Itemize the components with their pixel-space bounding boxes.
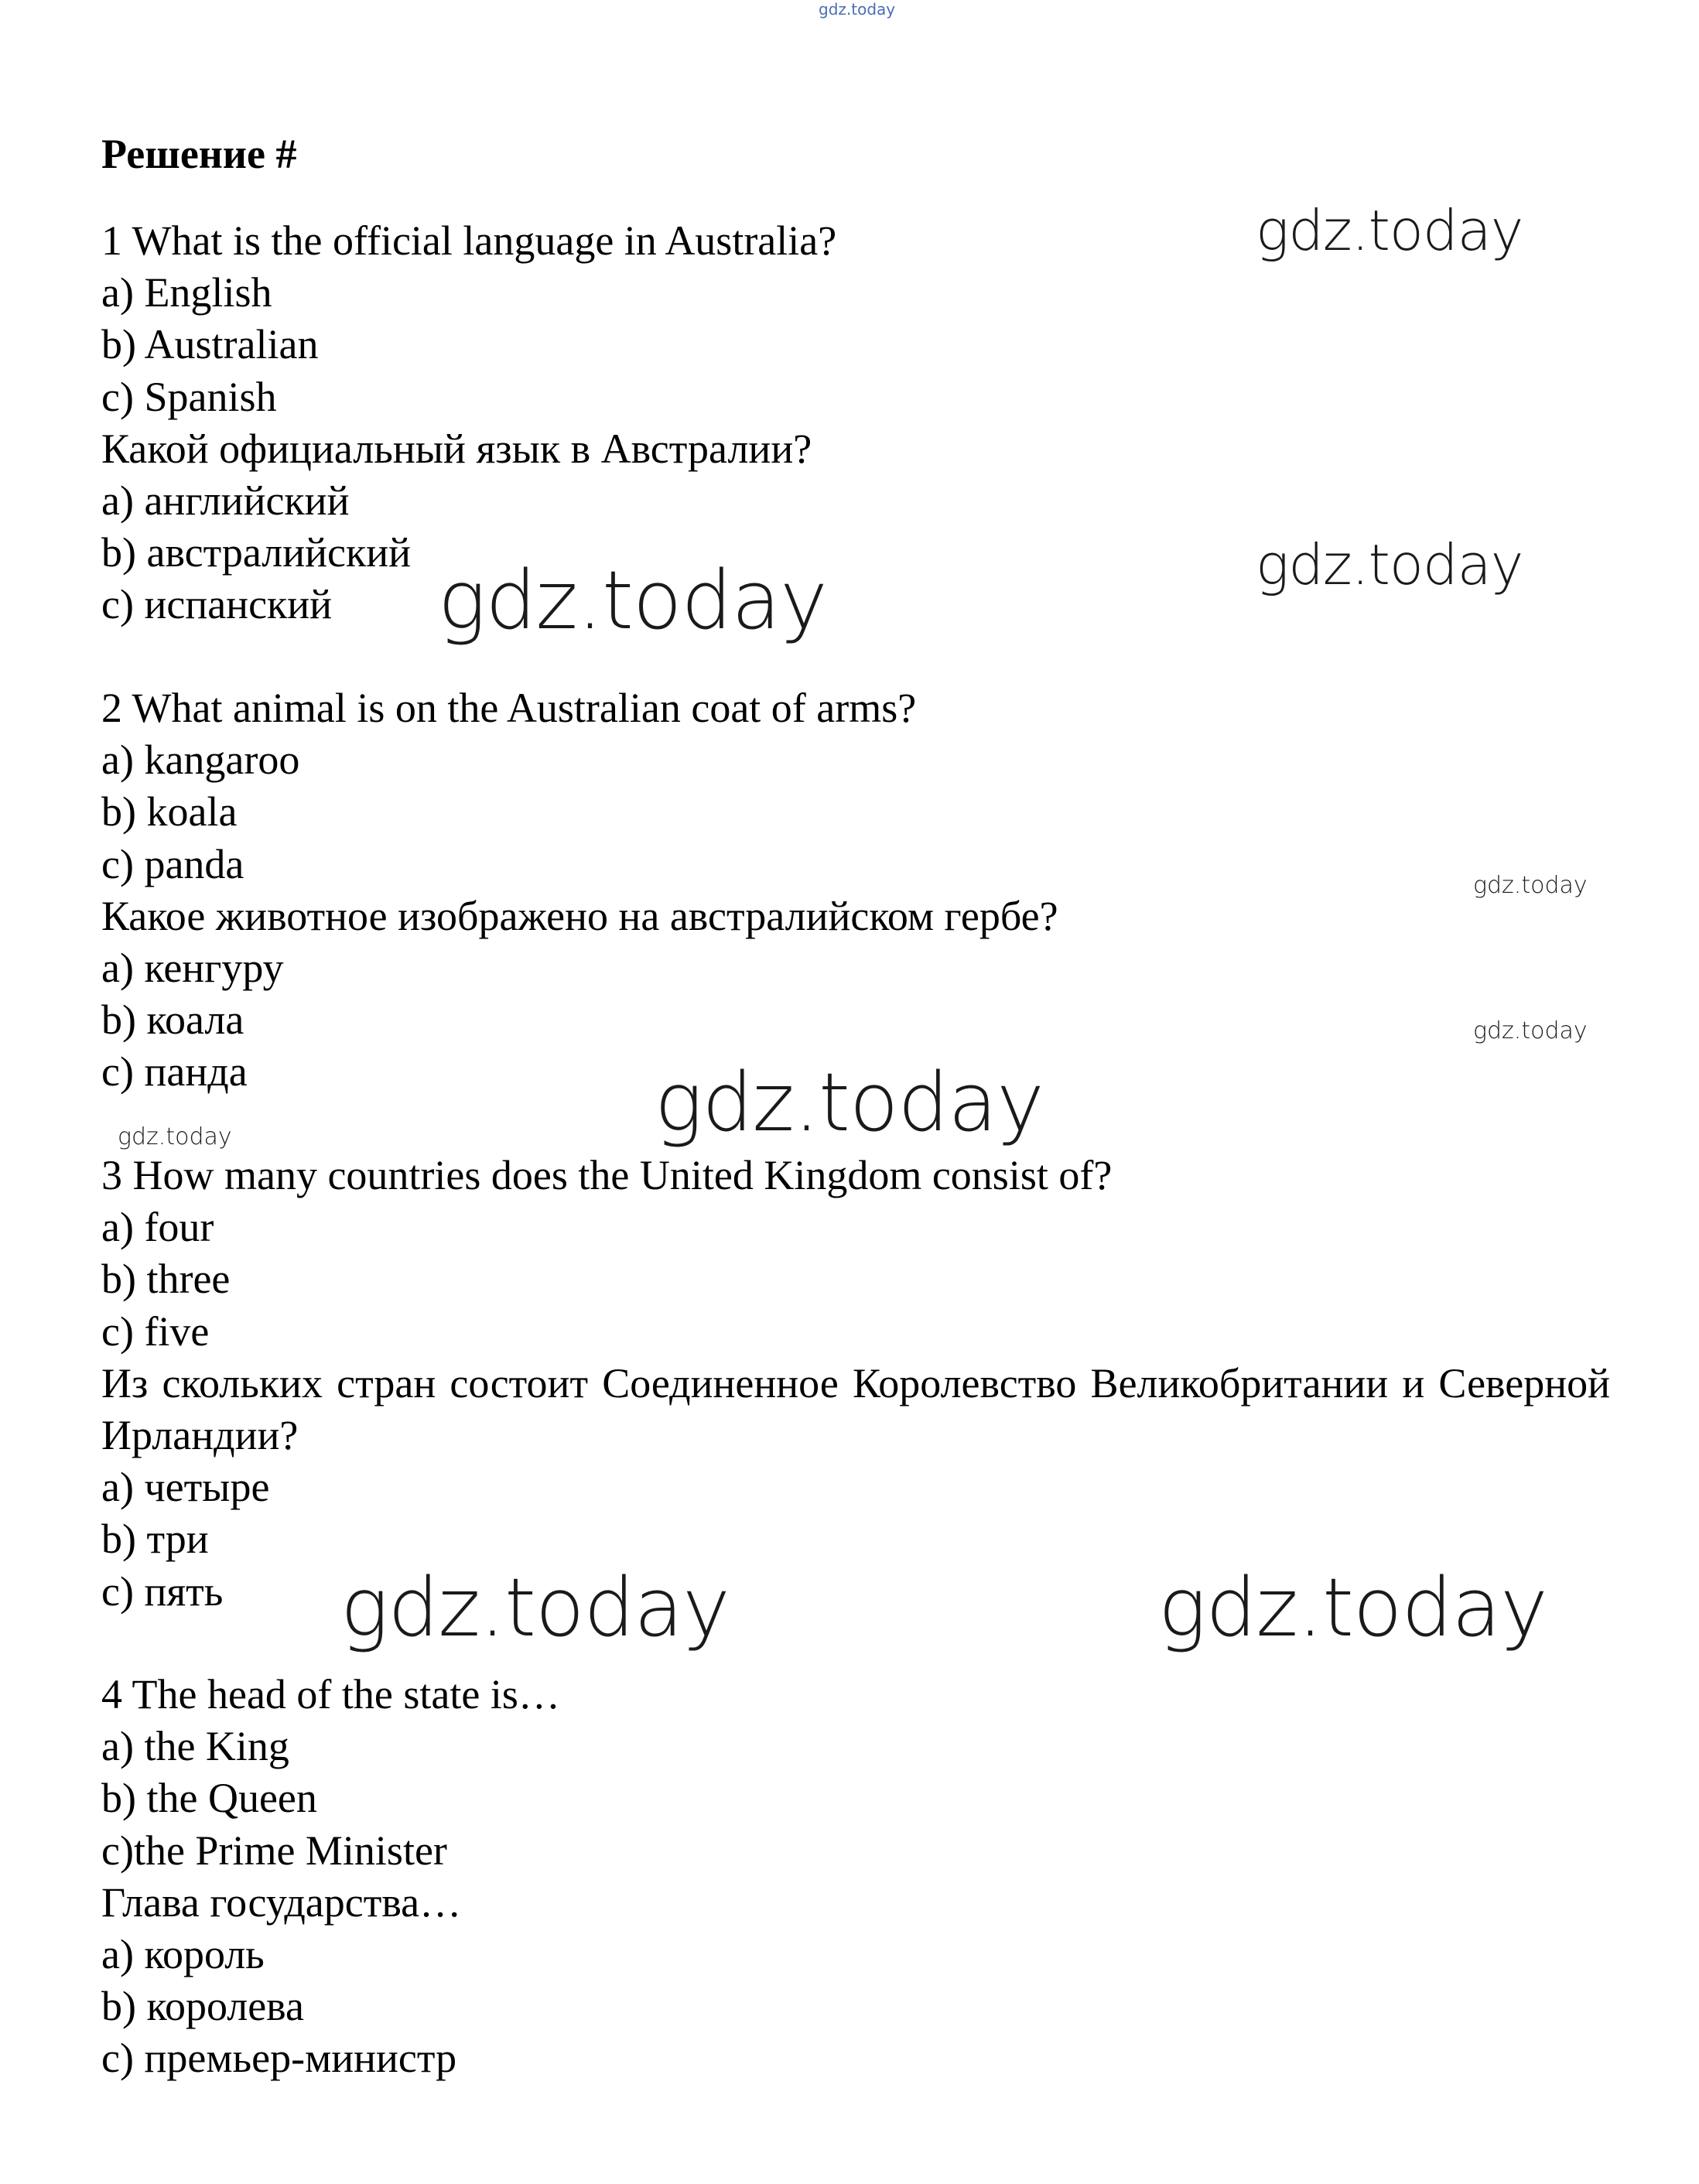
watermark: gdz.today bbox=[1256, 198, 1523, 263]
option-b-en: b) three bbox=[101, 1256, 231, 1303]
option-c-en: c) five bbox=[101, 1307, 210, 1355]
option-a-ru: a) кенгуру bbox=[101, 945, 284, 992]
question-text-ru: Какое животное изображено на австралийском гербе? bbox=[101, 892, 1058, 939]
watermark: gdz.today bbox=[1473, 872, 1588, 899]
option-a-en: a) four bbox=[101, 1204, 214, 1251]
watermark: gdz.today bbox=[118, 1123, 232, 1150]
option-b-ru: b) австралийский bbox=[101, 529, 412, 576]
option-a-ru: a) король bbox=[101, 1931, 265, 1978]
option-c-ru: c) пять bbox=[101, 1567, 224, 1615]
watermark: gdz.today bbox=[438, 553, 827, 648]
question-text-en: 1 What is the official language in Australia? bbox=[101, 217, 837, 264]
option-c-ru: c) премьер-министр bbox=[101, 2035, 457, 2082]
question-text-en: 2 What animal is on the Australian coat of arms? bbox=[101, 685, 917, 731]
question-text-ru: Глава государства… bbox=[101, 1878, 462, 1926]
watermark: gdz.today bbox=[1256, 532, 1523, 597]
option-a-en: a) kangaroo bbox=[101, 737, 300, 784]
watermark: gdz.today bbox=[1473, 1017, 1588, 1044]
question-block-3 bbox=[101, 1150, 1610, 1618]
option-a-ru: a) английский bbox=[101, 477, 350, 525]
question-text-en: 3 How many countries does the United Kingdom consist of? bbox=[101, 1152, 1113, 1198]
page-heading: Решение # bbox=[101, 131, 297, 177]
option-a-en: a) English bbox=[101, 269, 272, 316]
option-c-en: c)the Prime Minister bbox=[101, 1827, 447, 1874]
option-a-en: a) the King bbox=[101, 1723, 289, 1770]
option-c-en: c) panda bbox=[101, 840, 244, 887]
option-b-ru: b) королева bbox=[101, 1983, 304, 2030]
option-c-ru: c) испанский bbox=[101, 581, 333, 628]
watermark: gdz.today bbox=[1158, 1560, 1547, 1655]
option-c-en: c) Spanish bbox=[101, 373, 277, 420]
option-b-en: b) the Queen bbox=[101, 1775, 317, 1822]
question-text-en: 4 The head of the state is… bbox=[101, 1671, 560, 1717]
question-block-4 bbox=[101, 1669, 1610, 2085]
question-text-ru: Из скольких стран состоит Соединенное Королевство Великобритании и Северной Ирландии? bbox=[101, 1359, 1610, 1459]
option-b-en: b) koala bbox=[101, 788, 238, 836]
option-b-ru: b) коала bbox=[101, 996, 244, 1044]
top-watermark: gdz.today bbox=[819, 0, 896, 19]
option-b-ru: b) три bbox=[101, 1516, 209, 1563]
option-b-en: b) Australian bbox=[101, 321, 319, 368]
question-block-2 bbox=[101, 682, 1610, 1099]
option-c-ru: c) панда bbox=[101, 1048, 248, 1095]
watermark: gdz.today bbox=[655, 1055, 1044, 1150]
option-a-ru: a) четыре bbox=[101, 1464, 270, 1511]
watermark: gdz.today bbox=[340, 1560, 730, 1655]
question-text-ru: Какой официальный язык в Австралии? bbox=[101, 425, 812, 472]
